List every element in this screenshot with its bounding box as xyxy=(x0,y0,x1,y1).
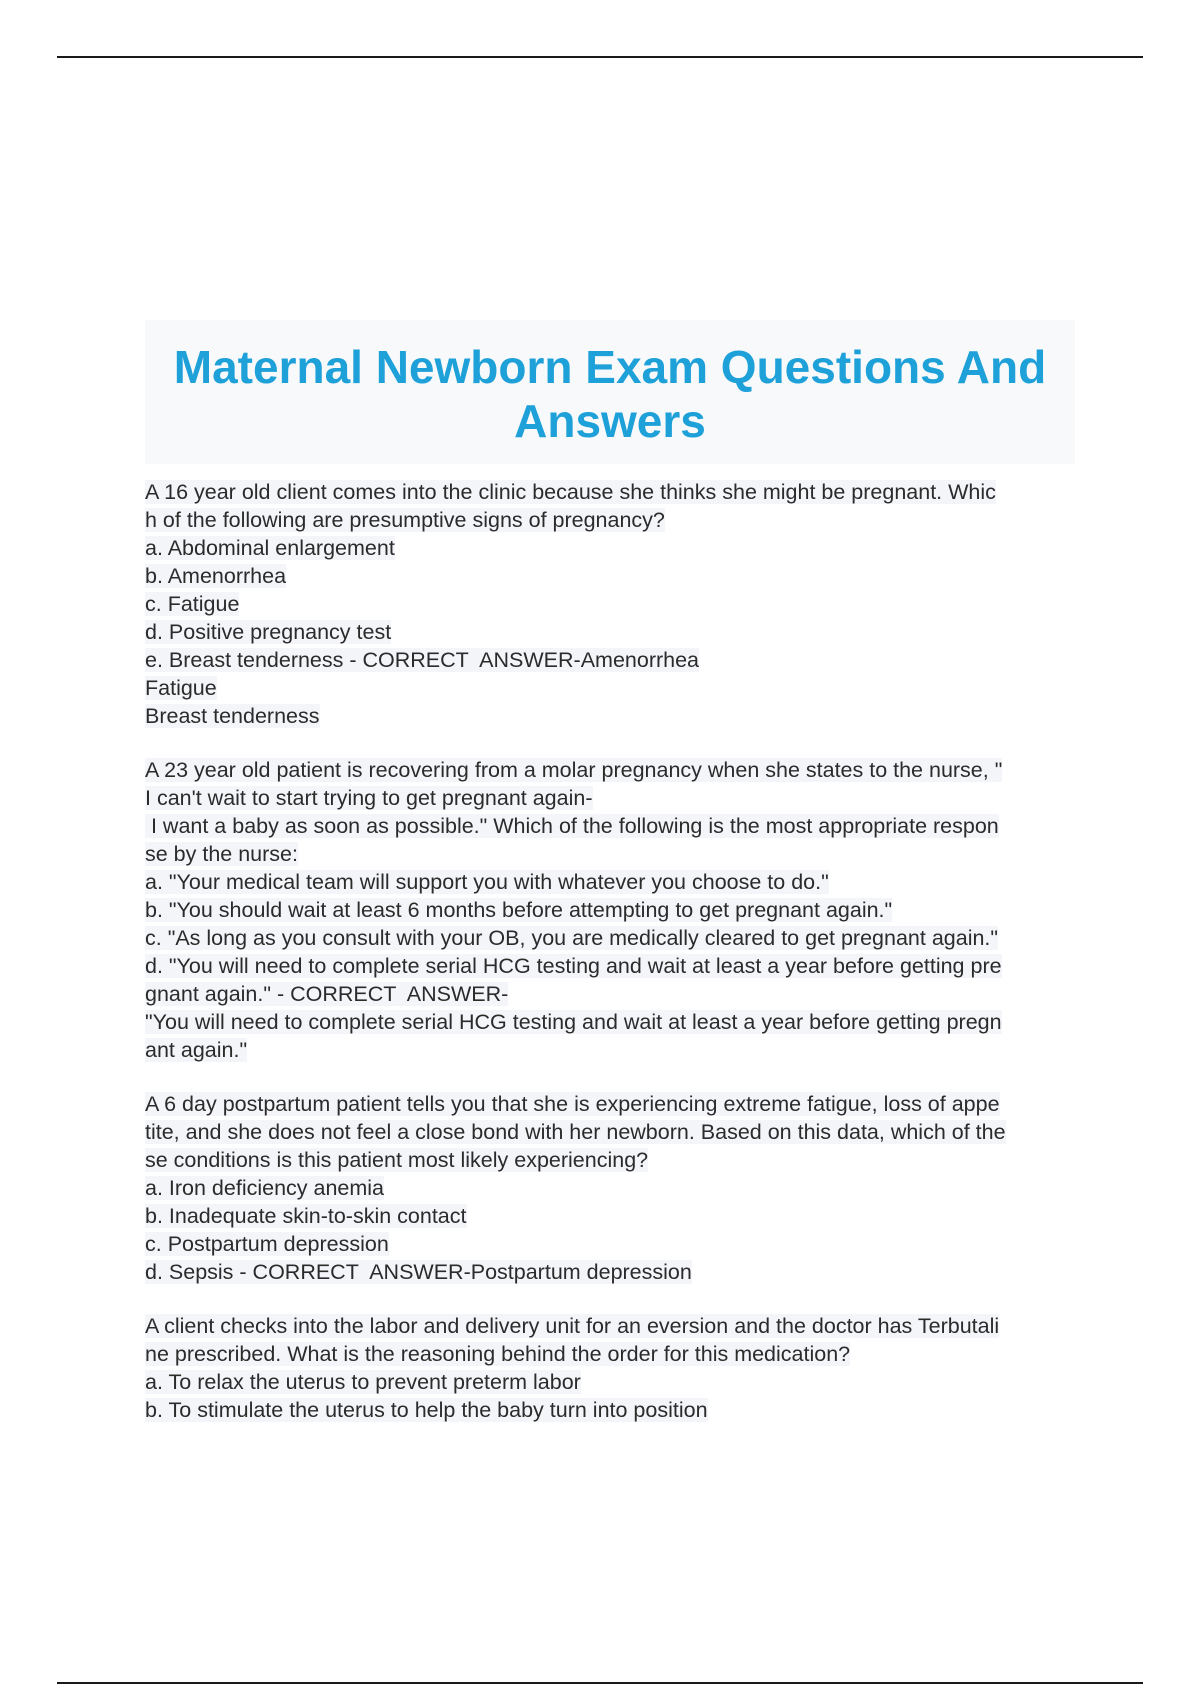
question-text: e. Breast tenderness - CORRECT ANSWER-Amenorrhea xyxy=(145,648,700,672)
question-text: b. Amenorrhea xyxy=(145,564,287,588)
question-text-line xyxy=(145,840,1085,868)
question-text: se by the nurse: xyxy=(145,842,298,866)
question-text: a. Iron deficiency anemia xyxy=(145,1176,385,1200)
question-text: b. To stimulate the uterus to help the baby turn into position xyxy=(145,1398,708,1422)
question-text-line xyxy=(145,1368,1085,1396)
question-text: tite, and she does not feel a close bond with her newborn. Based on this data, which of the xyxy=(145,1120,1006,1144)
question-block xyxy=(145,1090,1085,1286)
question-text: a. Abdominal enlargement xyxy=(145,536,395,560)
question-text: gnant again." - CORRECT ANSWER- xyxy=(145,982,509,1006)
question-text: d. Positive pregnancy test xyxy=(145,620,392,644)
question-text-line xyxy=(145,1090,1085,1118)
question-text: ant again." xyxy=(145,1038,248,1062)
question-text: A 16 year old client comes into the clinic because she thinks she might be pregnant. Whic xyxy=(145,480,996,504)
question-text: c. Fatigue xyxy=(145,592,240,616)
question-text-line xyxy=(145,534,1085,562)
question-text: h of the following are presumptive signs of pregnancy? xyxy=(145,508,665,532)
question-text: A 6 day postpartum patient tells you that she is experiencing extreme fatigue, loss of appe xyxy=(145,1092,1000,1116)
question-text: A client checks into the labor and delivery unit for an eversion and the doctor has Terbutali xyxy=(145,1314,1000,1338)
question-text: a. "Your medical team will support you with whatever you choose to do." xyxy=(145,870,829,894)
question-block xyxy=(145,478,1085,730)
question-text: Fatigue xyxy=(145,676,217,700)
question-text-line xyxy=(145,1312,1085,1340)
question-text-line xyxy=(145,590,1085,618)
question-text: "You will need to complete serial HCG testing and wait at least a year before getting pregn xyxy=(145,1010,1002,1034)
title-line-2: Answers xyxy=(514,395,706,447)
question-text-line xyxy=(145,1396,1085,1424)
question-text-line xyxy=(145,506,1085,534)
question-text: b. "You should wait at least 6 months before attempting to get pregnant again." xyxy=(145,898,893,922)
document-title xyxy=(145,320,1075,464)
question-text-line xyxy=(145,896,1085,924)
question-text-line xyxy=(145,1174,1085,1202)
question-text-line xyxy=(145,478,1085,506)
question-text-line xyxy=(145,702,1085,730)
question-text: se conditions is this patient most likely experiencing? xyxy=(145,1148,649,1172)
question-text: a. To relax the uterus to prevent preterm labor xyxy=(145,1370,581,1394)
question-text-line xyxy=(145,618,1085,646)
question-text: Breast tenderness xyxy=(145,704,320,728)
question-text: d. Sepsis - CORRECT ANSWER-Postpartum depression xyxy=(145,1260,692,1284)
question-block xyxy=(145,1312,1085,1424)
title-line-1: Maternal Newborn Exam Questions And xyxy=(173,341,1047,393)
question-text-line xyxy=(145,952,1085,980)
question-text: b. Inadequate skin-to-skin contact xyxy=(145,1204,467,1228)
question-text-line xyxy=(145,674,1085,702)
question-text-line xyxy=(145,1146,1085,1174)
question-text-line xyxy=(145,924,1085,952)
question-text: d. "You will need to complete serial HCG testing and wait at least a year before getting pre xyxy=(145,954,1002,978)
question-text: ne prescribed. What is the reasoning behind the order for this medication? xyxy=(145,1342,851,1366)
question-text-line xyxy=(145,868,1085,896)
question-text: A 23 year old patient is recovering from a molar pregnancy when she states to the nurse, " xyxy=(145,758,1003,782)
question-text-line xyxy=(145,980,1085,1008)
question-text-line xyxy=(145,1036,1085,1064)
question-text: c. Postpartum depression xyxy=(145,1232,389,1256)
question-block xyxy=(145,756,1085,1064)
question-text-line xyxy=(145,1118,1085,1146)
question-text-line xyxy=(145,646,1085,674)
question-text: I want a baby as soon as possible." Which of the following is the most appropriate respon xyxy=(145,814,999,838)
question-text-line xyxy=(145,756,1085,784)
question-text-line xyxy=(145,1258,1085,1286)
questions-body xyxy=(145,478,1085,1450)
question-text-line xyxy=(145,562,1085,590)
question-text-line xyxy=(145,1340,1085,1368)
top-rule xyxy=(57,56,1143,58)
bottom-rule xyxy=(57,1682,1143,1684)
question-text-line xyxy=(145,1008,1085,1036)
question-text-line xyxy=(145,1202,1085,1230)
question-text-line xyxy=(145,812,1085,840)
question-text-line xyxy=(145,1230,1085,1258)
question-text: I can't wait to start trying to get pregnant again- xyxy=(145,786,593,810)
question-text-line xyxy=(145,784,1085,812)
question-text: c. "As long as you consult with your OB, you are medically cleared to get pregnant again." xyxy=(145,926,999,950)
